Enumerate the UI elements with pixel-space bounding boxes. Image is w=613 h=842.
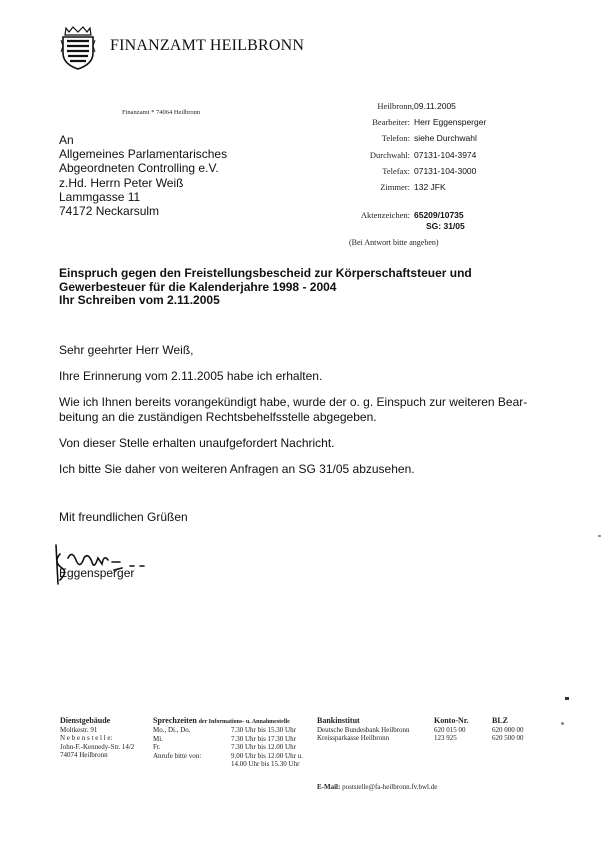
footer-heading: Dienstgebäude <box>60 716 111 725</box>
body-paragraph-3: Von dieser Stelle erhalten unaufgefordert Nachricht. <box>59 436 335 450</box>
file-number-line: 65209/10735 <box>414 210 464 220</box>
recipient-line: z.Hd. Herrn Peter Weiß <box>59 175 184 190</box>
recipient-line: Abgeordneten Controlling e.V. <box>59 161 219 176</box>
signer-name: Eggensperger <box>59 566 135 580</box>
footer-email <box>317 783 437 792</box>
footer-line: 9.00 Uhr bis 12.00 Uhr u. <box>231 751 303 760</box>
footer-line: 620 500 00 <box>492 734 524 743</box>
salutation: Sehr geehrter Herr Weiß, <box>59 343 194 357</box>
body-paragraph-1: Ihre Erinnerung vom 2.11.2005 habe ich erhalten. <box>59 369 323 383</box>
footer-line: Mi. <box>153 734 163 743</box>
tax-office-name: FINANZAMT HEILBRONN <box>110 37 305 54</box>
info-row-direct-dial <box>330 150 580 166</box>
file-number <box>414 210 465 232</box>
recipient-line: 74172 Neckarsulm <box>59 204 160 219</box>
recipient-line: An <box>59 133 74 147</box>
footer-line: 7.30 Uhr bis 17.30 Uhr <box>231 734 296 743</box>
footer-line: Fr. <box>153 743 161 752</box>
reply-reference-note: (Bei Antwort bitte angeben) <box>349 238 439 247</box>
scan-speck <box>598 535 601 537</box>
scan-speck <box>561 722 564 725</box>
footer-line: N e b e n s t e l l e: <box>60 734 113 743</box>
paragraph-line: beitung an die zuständigen Rechtsbehelfsstelle abgegeben. <box>59 409 377 424</box>
paragraph-line: Wie ich Ihnen bereits vorangekündigt habe, wurde der o. g. Einspuch zur weiteren Bear- <box>59 395 528 409</box>
subject-line: Ihr Schreiben vom 2.11.2005 <box>59 293 220 307</box>
footer-line: Moltkestr. 91 <box>60 725 98 734</box>
footer-hours-days <box>153 726 201 760</box>
info-value: siehe Durchwahl <box>414 133 477 143</box>
footer-heading: Konto-Nr. <box>434 716 469 725</box>
footer-line: 7.30 Uhr bis 15.30 Uhr <box>231 726 296 734</box>
info-label: Heilbronn, <box>377 101 414 111</box>
scan-speck <box>565 697 569 700</box>
info-row-phone <box>330 133 580 149</box>
state-coat-of-arms-icon <box>60 26 96 70</box>
info-row-fax <box>330 166 580 182</box>
footer-line: 74074 Heilbronn <box>60 751 108 760</box>
recipient-line: Allgemeines Parlamentarisches <box>59 147 228 162</box>
subject-line: Einspruch gegen den Freistellungsbescheid zur Körperschaftsteuer und <box>59 266 472 280</box>
footer-heading: Sprechzeiten <box>153 716 197 725</box>
footer-line: 123 925 <box>434 734 457 743</box>
footer-line: John-F.-Kennedy-Str. 14/2 <box>60 742 135 751</box>
info-label: Telefax: <box>382 166 410 176</box>
info-value: Herr Eggensperger <box>414 117 487 127</box>
footer-line: 7.30 Uhr bis 12.00 Uhr <box>231 743 296 752</box>
info-value: 09.11.2005 <box>414 101 456 111</box>
email-label: E-Mail: <box>317 783 341 791</box>
info-label: Zimmer: <box>380 182 410 192</box>
footer-line: 620 015 00 <box>434 725 466 734</box>
footer-hours-times <box>231 726 303 769</box>
footer-bank-column <box>317 717 410 743</box>
footer-line: Anrufe bitte von: <box>153 751 202 760</box>
file-number-label: Aktenzeichen: <box>360 210 410 220</box>
info-label: Durchwahl: <box>369 150 410 160</box>
footer-office-column <box>60 717 134 760</box>
return-address: Finanzamt * 74064 Heilbronn <box>122 109 201 116</box>
body-paragraph-2 <box>59 395 539 424</box>
info-value: 07131-104-3974 <box>414 150 477 160</box>
footer-heading: Bankinstitut <box>317 716 360 725</box>
footer-line: Deutsche Bundesbank Heilbronn <box>317 725 410 734</box>
footer-subheading: der Informations- u. Annahmestelle <box>198 719 290 725</box>
footer-line: 14.00 Uhr bis 15.30 Uhr <box>231 760 300 769</box>
info-row-clerk <box>330 117 580 133</box>
letter-subject <box>59 267 539 308</box>
footer-heading: BLZ <box>492 716 509 725</box>
closing-phrase: Mit freundlichen Grüßen <box>59 510 188 524</box>
info-value: 132 JFK <box>414 182 446 192</box>
recipient-address <box>59 133 227 218</box>
subject-line: Gewerbesteuer für die Kalenderjahre 1998 - 2004 <box>59 279 337 294</box>
footer-bankcode-column <box>492 717 524 743</box>
info-value: 07131-104-3000 <box>414 166 477 176</box>
body-paragraph-4: Ich bitte Sie daher von weiteren Anfragen an SG 31/05 abzusehen. <box>59 462 415 476</box>
info-row-date <box>330 101 580 117</box>
footer-account-column <box>434 717 469 743</box>
info-label: Bearbeiter: <box>372 117 410 127</box>
recipient-line: Lammgasse 11 <box>59 189 141 204</box>
info-label: Telefon: <box>381 133 410 143</box>
footer-line: Kreissparkasse Heilbronn <box>317 734 390 743</box>
handwritten-signature-icon <box>50 540 160 590</box>
footer-line: 620 000 00 <box>492 725 524 734</box>
footer-line: Mo., Di., Do. <box>153 726 191 734</box>
email-address: poststelle@fa-heilbronn.fv.bwl.de <box>342 783 438 791</box>
file-number-line: SG: 31/05 <box>426 221 465 231</box>
info-row-room <box>330 182 580 198</box>
